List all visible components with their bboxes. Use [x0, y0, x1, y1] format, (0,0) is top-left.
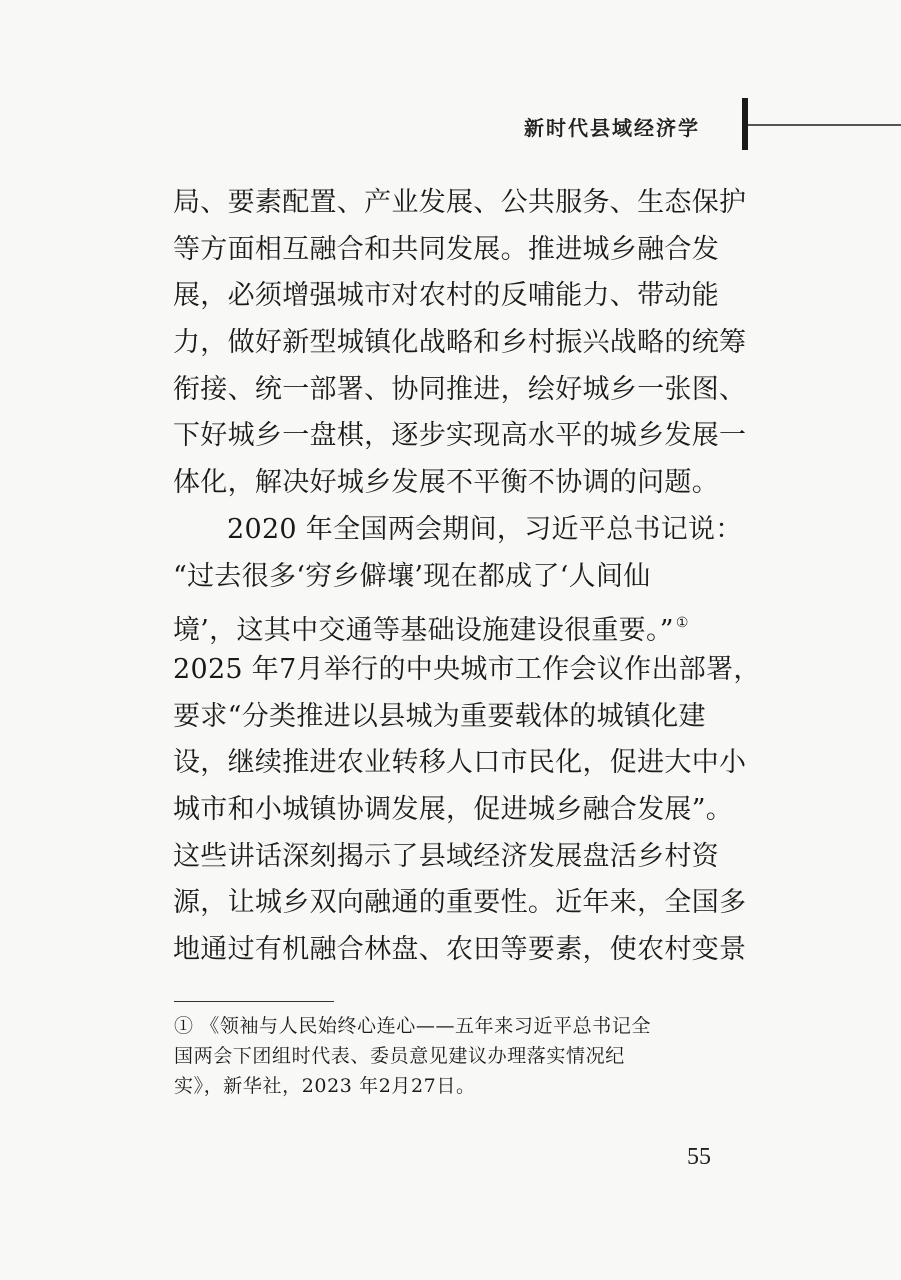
text-line-with-footnote: [173, 600, 721, 647]
text-line: 要求“分类推进以县城为重要载体的城镇化建: [173, 700, 706, 732]
text-line: 城市和小城镇协调发展，促进城乡融合发展”。: [173, 793, 734, 825]
text-line: 2025 年7月举行的中央城市工作会议作出部署，: [173, 653, 761, 685]
footnote-line: ① 《领袖与人民始终心连心——五年来习近平总书记全: [174, 1015, 652, 1037]
text-line: 2020 年全国两会期间，习近平总书记说：: [227, 513, 743, 545]
text-line: 下好城乡一盘棋，逐步实现高水平的城乡发展一: [173, 420, 747, 452]
text-line: 展，必须增强城市对农村的反哺能力、带动能: [173, 280, 719, 312]
text-line: 等方面相互融合和共同发展。推进城乡融合发: [173, 233, 719, 265]
footnote-line: 国两会下团组时代表、委员意见建议办理落实情况纪: [174, 1045, 625, 1067]
text-line: 这些讲话深刻揭示了县域经济发展盘活乡村资: [173, 840, 719, 872]
footnote-reference[interactable]: ①: [675, 615, 689, 632]
text-line: 体化，解决好城乡发展不平衡不协调的问题。: [173, 467, 719, 499]
body-text: [173, 180, 761, 974]
footnote: [174, 1011, 722, 1101]
text-line: 力，做好新型城镇化战略和乡村振兴战略的统筹: [173, 327, 747, 359]
footnote-separator: [174, 1001, 334, 1002]
text-line-content: 境’，这其中交通等基础设施建设很重要。”: [173, 615, 674, 647]
text-line: “过去很多‘穷乡僻壤’现在都成了‘人间仙: [173, 560, 651, 592]
header-rule-line: [748, 124, 901, 126]
text-line: 地通过有机融合林盘、农田等要素，使农村变景: [173, 934, 747, 965]
text-line: 设，继续推进农业转移人口市民化，促进大中小: [173, 747, 747, 779]
page-number: 55: [687, 1144, 711, 1170]
text-line: 局、要素配置、产业发展、公共服务、生态保护: [173, 187, 747, 218]
running-header-title: 新时代县域经济学: [524, 116, 700, 140]
text-line: 源，让城乡双向融通的重要性。近年来，全国多: [173, 887, 747, 919]
text-line: 衔接、统一部署、协同推进，绘好城乡一张图、: [173, 373, 747, 405]
footnote-line: 实》，新华社，2023 年2月27日。: [174, 1075, 476, 1097]
